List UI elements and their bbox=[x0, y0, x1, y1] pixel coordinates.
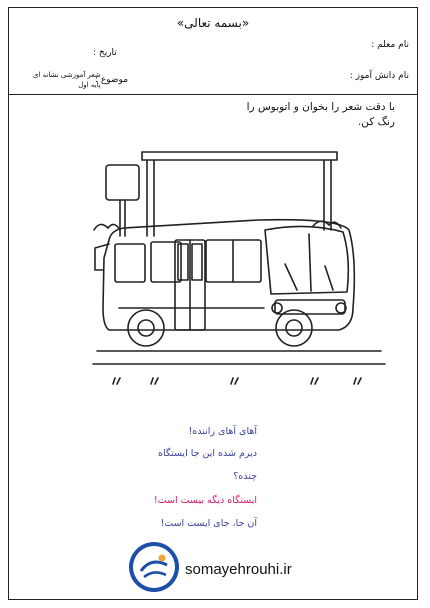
teacher-name-label: نام معلم : bbox=[371, 40, 409, 50]
poem-line-4: ایستگاه دیگه بیست است! bbox=[153, 495, 257, 506]
poem-line-3: چنده؟ bbox=[233, 471, 257, 482]
poem-line-5: آن جا، جای ایست است! bbox=[160, 518, 257, 529]
logo-icon bbox=[128, 541, 180, 593]
topic-value-line1: شعر آموزشی نشانه ای bbox=[33, 71, 101, 79]
instructions-line2: رنگ کن. bbox=[357, 116, 395, 128]
topic-label: موضوع : bbox=[95, 75, 129, 85]
poem-line-1: آهای آهای راننده! bbox=[188, 426, 257, 437]
bus-illustration bbox=[9, 8, 419, 408]
bismillah: «بسمه تعالی» bbox=[176, 16, 250, 30]
topic-value-line2: پایه اول bbox=[78, 81, 101, 89]
date-label: تاریخ : bbox=[93, 48, 117, 58]
website-url[interactable]: somayehrouhi.ir bbox=[185, 561, 292, 578]
student-name-label: نام دانش آموز : bbox=[349, 71, 409, 81]
poem-line-2: دیرم شده این جا ایستگاه bbox=[157, 448, 257, 459]
instructions-line1: با دقت شعر را بخوان و اتوبوس را bbox=[246, 101, 395, 113]
worksheet bbox=[8, 7, 418, 600]
